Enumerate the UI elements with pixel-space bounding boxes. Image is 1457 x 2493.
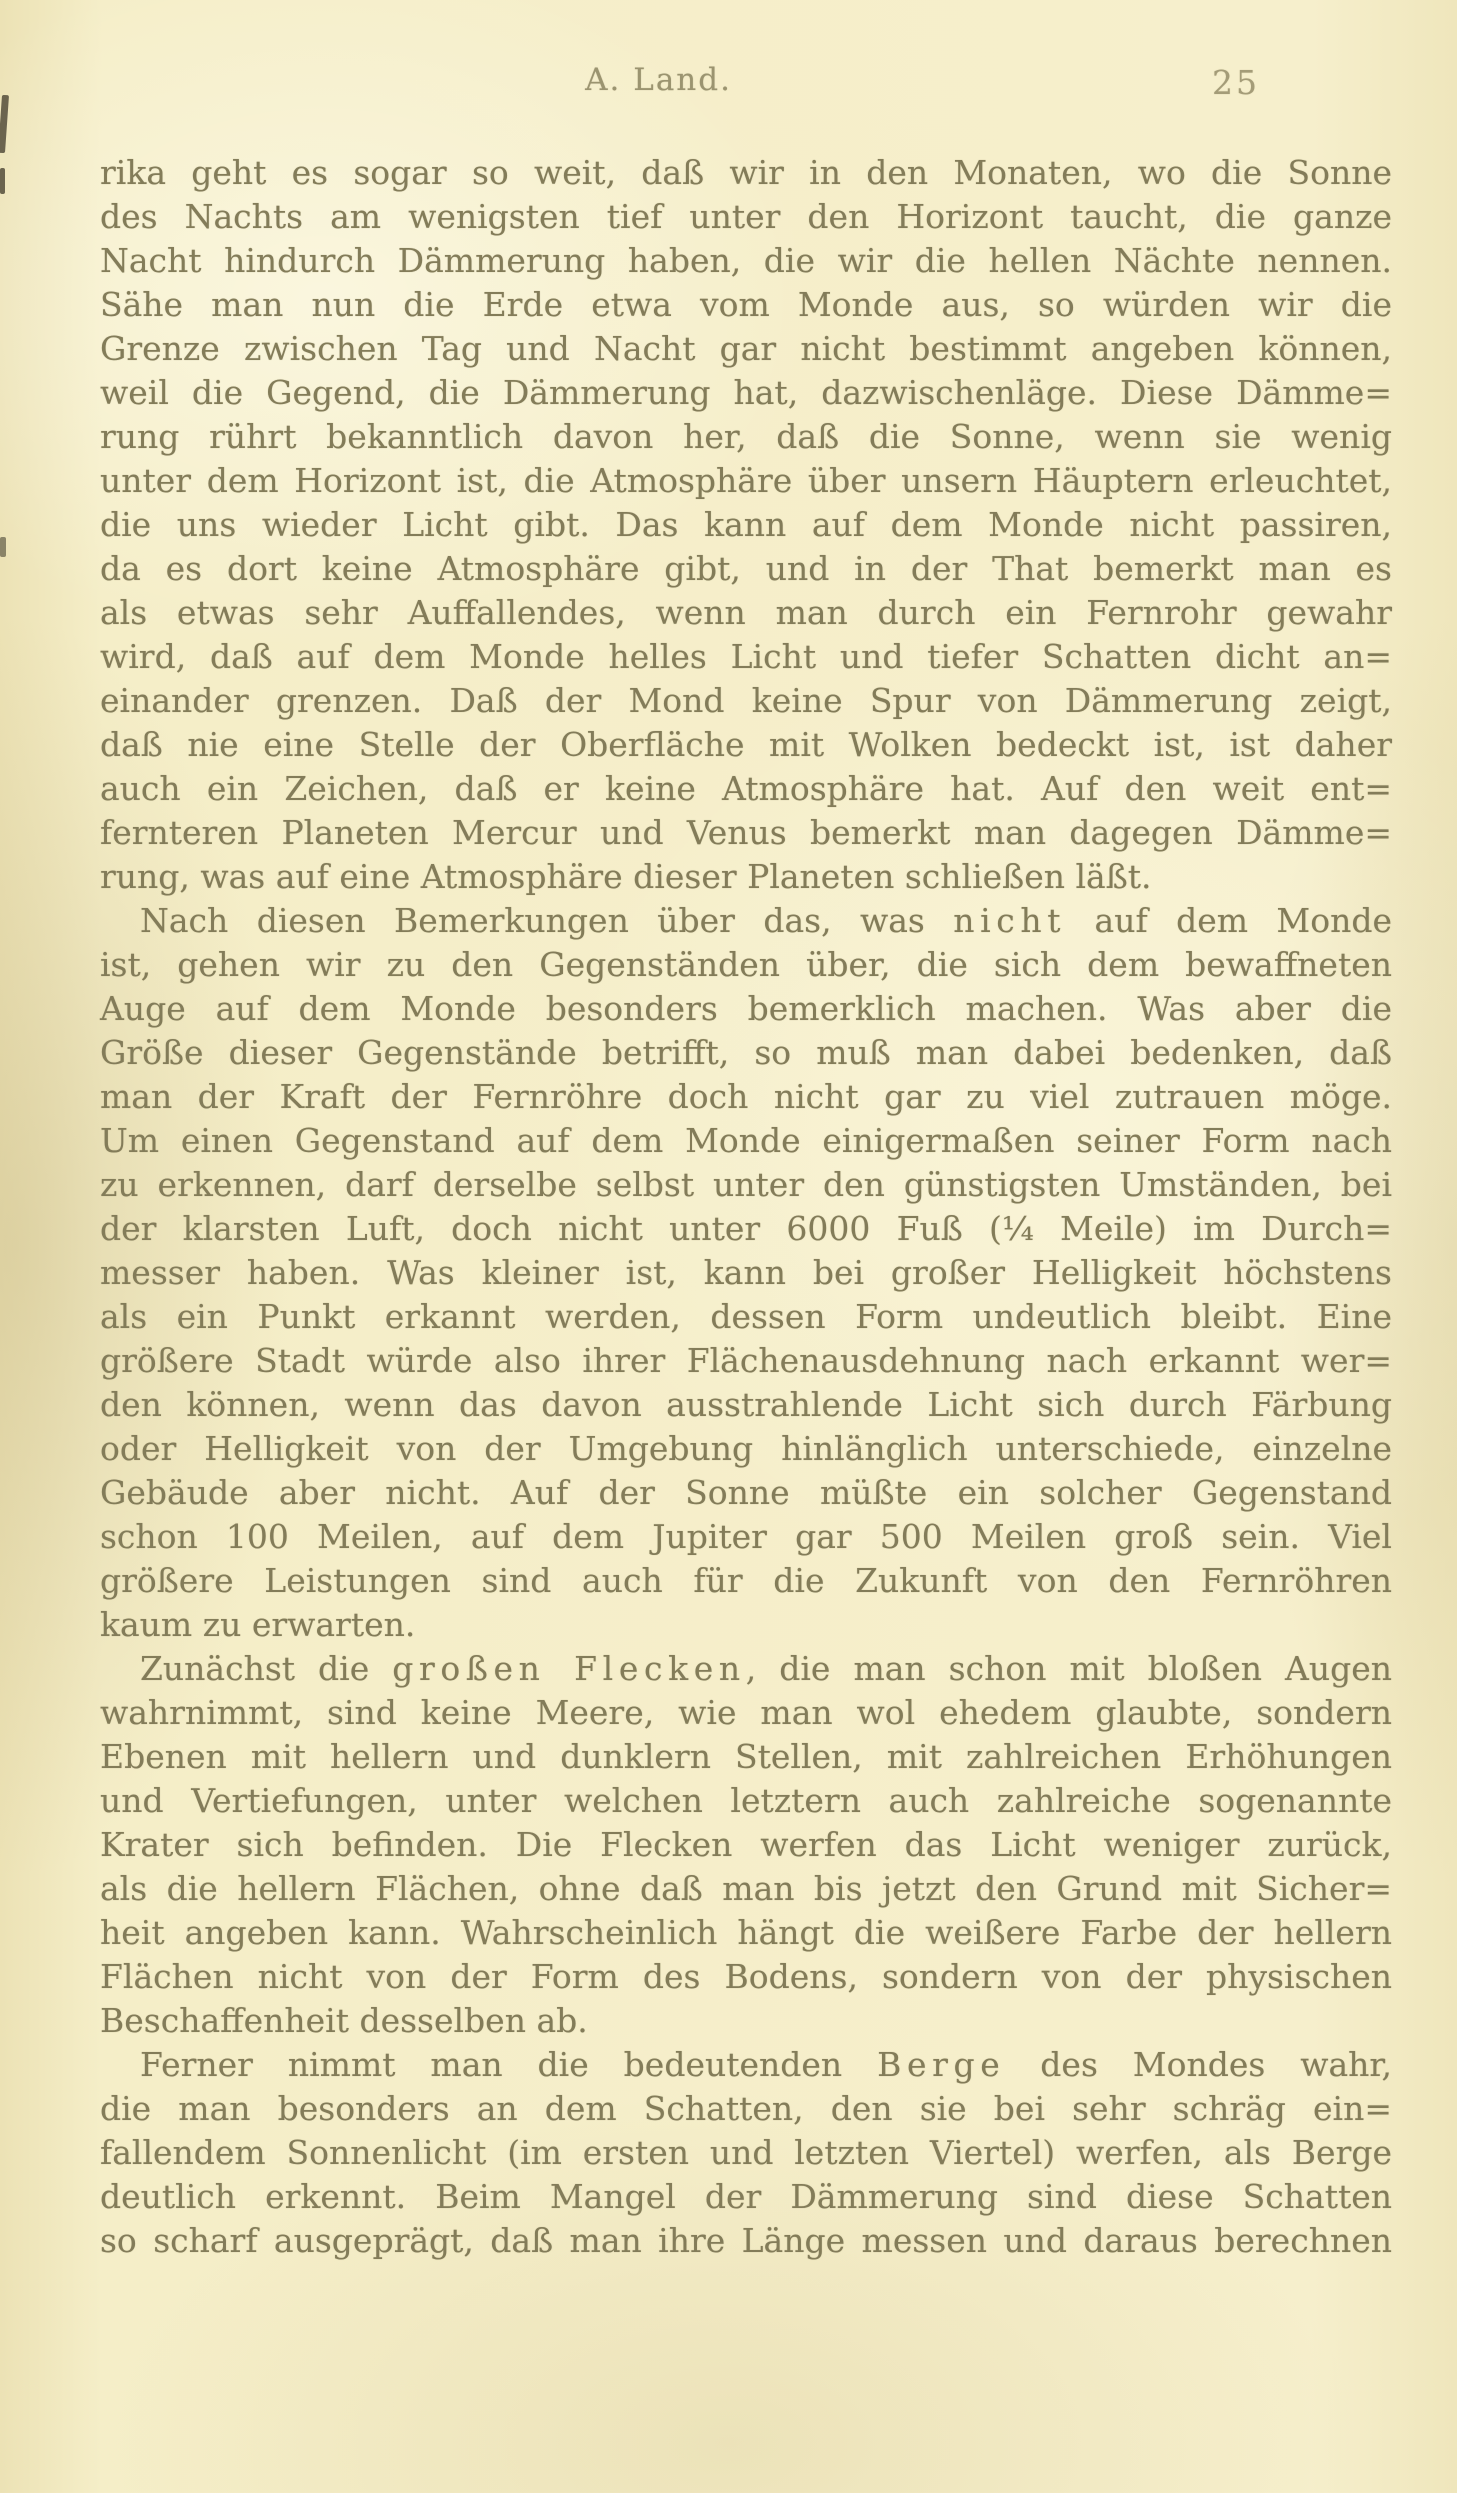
text-line [100, 1295, 1392, 1339]
text-run: die uns wieder Licht gibt. Das kann auf dem Monde nicht passiren, [100, 505, 1392, 544]
text-line [100, 1163, 1392, 1207]
text-run: des Mondes wahr, [1005, 2045, 1393, 2084]
page-number: 25 [1212, 63, 1260, 102]
text-run: zu erkennen, darf derselbe selbst unter den günstigsten Umständen, bei [100, 1165, 1392, 1204]
text-line [100, 1207, 1392, 1251]
text-line [100, 1075, 1392, 1119]
text-line [100, 987, 1392, 1031]
text-run: Um einen Gegenstand auf dem Monde einigermaßen seiner Form nach [100, 1121, 1392, 1160]
text-run: messer haben. Was kleiner ist, kann bei großer Helligkeit höchstens [100, 1253, 1392, 1292]
text-run: fernteren Planeten Mercur und Venus bemerkt man dagegen Dämme= [100, 813, 1392, 852]
text-run: so scharf ausgeprägt, daß man ihre Länge messen und daraus berechnen [100, 2221, 1392, 2260]
text-line [100, 415, 1392, 459]
text-run: weil die Gegend, die Dämmerung hat, dazwischenläge. Diese Dämme= [100, 373, 1392, 412]
text-run: den können, wenn das davon ausstrahlende Licht sich durch Färbung [100, 1385, 1392, 1424]
text-run: als die hellern Flächen, ohne daß man bis jetzt den Grund mit Sicher= [100, 1869, 1392, 1908]
text-run: daß nie eine Stelle der Oberfläche mit Wolken bedeckt ist, ist daher [100, 725, 1392, 764]
text-line [100, 1515, 1392, 1559]
text-run: und Vertiefungen, unter welchen letztern auch zahlreiche sogenannte [100, 1781, 1392, 1820]
text-line [100, 1119, 1392, 1163]
text-run: als etwas sehr Auffallendes, wenn man durch ein Fernrohr gewahr [100, 593, 1392, 632]
text-run: Auge auf dem Monde besonders bemerklich machen. Was aber die [100, 989, 1392, 1028]
text-line [100, 1955, 1392, 1999]
text-line [100, 1031, 1392, 1075]
text-line [100, 327, 1392, 371]
text-line [100, 1339, 1392, 1383]
text-line [100, 1823, 1392, 1867]
text-run: heit angeben kann. Wahrscheinlich hängt die weißere Farbe der hellern [100, 1913, 1392, 1952]
text-line [100, 1867, 1392, 1911]
text-run: einander grenzen. Daß der Mond keine Spur von Dämmerung zeigt, [100, 681, 1392, 720]
text-run: Zunächst die [140, 1649, 393, 1688]
text-run: kaum zu erwarten. [100, 1605, 416, 1644]
text-line [100, 151, 1392, 195]
text-run: rung rührt bekanntlich davon her, daß die Sonne, wenn sie wenig [100, 417, 1392, 456]
text-run: des Nachts am wenigsten tief unter den Horizont taucht, die ganze [100, 197, 1392, 236]
text-line [100, 239, 1392, 283]
text-line [100, 767, 1392, 811]
text-run: wahrnimmt, sind keine Meere, wie man wol ehedem glaubte, sondern [100, 1693, 1392, 1732]
text-run: Nacht hindurch Dämmerung haben, die wir die hellen Nächte nennen. [100, 241, 1392, 280]
text-line [100, 283, 1392, 327]
text-run: auch ein Zeichen, daß er keine Atmosphäre hat. Auf den weit ent= [100, 769, 1392, 808]
text-run: größere Stadt würde also ihrer Flächenausdehnung nach erkannt wer= [100, 1341, 1392, 1380]
text-run: man der Kraft der Fernröhre doch nicht gar zu viel zutrauen möge. [100, 1077, 1392, 1116]
text-line [100, 1779, 1392, 1823]
text-line [100, 2131, 1392, 2175]
text-line [100, 811, 1392, 855]
text-line [100, 1647, 1392, 1691]
text-line [100, 635, 1392, 679]
text-run: fallendem Sonnenlicht (im ersten und letzten Viertel) werfen, als Berge [100, 2133, 1392, 2172]
text-line [100, 723, 1392, 767]
text-run: Größe dieser Gegenstände betrifft, so muß man dabei bedenken, daß [100, 1033, 1392, 1072]
text-run: deutlich erkennt. Beim Mangel der Dämmerung sind diese Schatten [100, 2177, 1392, 2216]
scan-artifact [0, 537, 6, 557]
text-line [100, 459, 1392, 503]
scan-artifact [0, 168, 5, 194]
text-line [100, 1603, 1392, 1647]
text-run: der klarsten Luft, doch nicht unter 6000 Fuß (¼ Meile) im Durch= [100, 1209, 1392, 1248]
text-run: unter dem Horizont ist, die Atmosphäre über unsern Häuptern erleuchtet, [100, 461, 1392, 500]
emphasized-text: nicht [953, 901, 1067, 940]
text-line [100, 2175, 1392, 2219]
text-line [100, 591, 1392, 635]
text-run: Ebenen mit hellern und dunklern Stellen, mit zahlreichen Erhöhungen [100, 1737, 1392, 1776]
text-line [100, 1383, 1392, 1427]
text-run: oder Helligkeit von der Umgebung hinlänglich unterschiede, einzelne [100, 1429, 1392, 1468]
text-run: auf dem Monde [1066, 901, 1393, 940]
text-run: Krater sich befinden. Die Flecken werfen das Licht weniger zurück, [100, 1825, 1392, 1864]
text-line [100, 1911, 1392, 1955]
text-line [100, 2043, 1392, 2087]
text-line [100, 679, 1392, 723]
emphasized-text: Berge [877, 2045, 1006, 2084]
text-run: Nach diesen Bemerkungen über das, was [140, 901, 954, 940]
text-line [100, 371, 1392, 415]
text-run: wird, daß auf dem Monde helles Licht und tiefer Schatten dicht an= [100, 637, 1392, 676]
text-run: Sähe man nun die Erde etwa vom Monde aus, so würden wir die [100, 285, 1392, 324]
text-run: ist, gehen wir zu den Gegenständen über, die sich dem bewaffneten [100, 945, 1392, 984]
text-line [100, 1471, 1392, 1515]
text-line [100, 899, 1392, 943]
text-line [100, 195, 1392, 239]
text-block [100, 151, 1392, 2263]
emphasized-text: großen Flecken [392, 1649, 746, 1688]
running-head [0, 62, 1457, 108]
text-run: größere Leistungen sind auch für die Zukunft von den Fernröhren [100, 1561, 1392, 1600]
text-run: rika geht es sogar so weit, daß wir in den Monaten, wo die Sonne [100, 153, 1392, 192]
text-run: da es dort keine Atmosphäre gibt, und in der That bemerkt man es [100, 549, 1392, 588]
text-line [100, 1735, 1392, 1779]
section-title: A. Land. [585, 62, 732, 98]
text-line [100, 1251, 1392, 1295]
text-line [100, 855, 1392, 899]
text-line [100, 2087, 1392, 2131]
text-line [100, 1559, 1392, 1603]
text-line [100, 1999, 1392, 2043]
text-line [100, 547, 1392, 591]
text-run: die man besonders an dem Schatten, den sie bei sehr schräg ein= [100, 2089, 1392, 2128]
text-line [100, 2219, 1392, 2263]
text-run: Beschaffenheit desselben ab. [100, 2001, 588, 2040]
text-line [100, 1691, 1392, 1735]
text-line [100, 943, 1392, 987]
text-run: rung, was auf eine Atmosphäre dieser Planeten schließen läßt. [100, 857, 1152, 896]
text-line [100, 503, 1392, 547]
text-line [100, 1427, 1392, 1471]
text-run: Ferner nimmt man die bedeutenden [140, 2045, 878, 2084]
text-run: Grenze zwischen Tag und Nacht gar nicht bestimmt angeben können, [100, 329, 1392, 368]
text-run: als ein Punkt erkannt werden, dessen Form undeutlich bleibt. Eine [100, 1297, 1392, 1336]
text-run: schon 100 Meilen, auf dem Jupiter gar 500 Meilen groß sein. Viel [100, 1517, 1392, 1556]
text-run: Flächen nicht von der Form des Bodens, sondern von der physischen [100, 1957, 1392, 1996]
text-run: , die man schon mit bloßen Augen [745, 1649, 1392, 1688]
text-run: Gebäude aber nicht. Auf der Sonne müßte ein solcher Gegenstand [100, 1473, 1392, 1512]
